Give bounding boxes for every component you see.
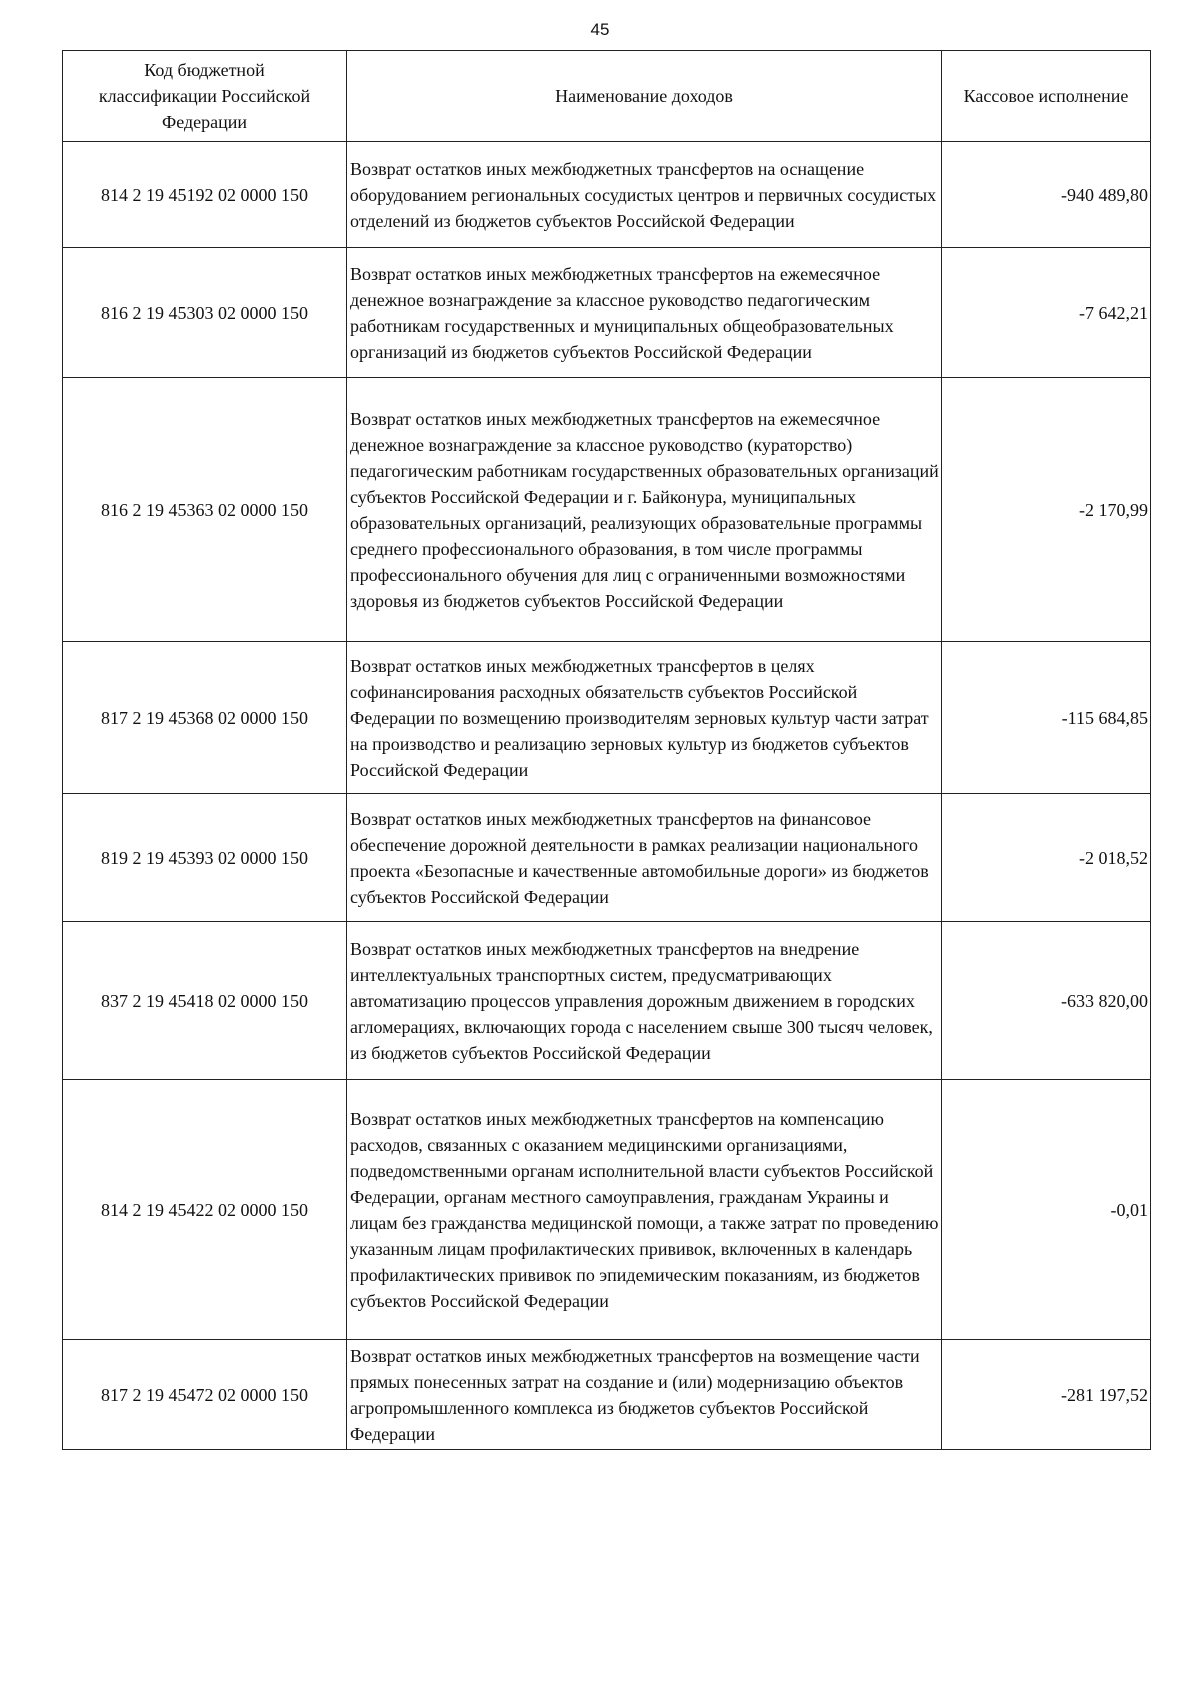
row-code: 814 2 19 45422 02 0000 150	[63, 1080, 347, 1340]
row-amount: -633 820,00	[942, 922, 1151, 1080]
table-row	[63, 1080, 1151, 1340]
row-code: 817 2 19 45368 02 0000 150	[63, 642, 347, 794]
row-amount: -0,01	[942, 1080, 1151, 1340]
row-code: 817 2 19 45472 02 0000 150	[63, 1340, 347, 1450]
table-row	[63, 922, 1151, 1080]
table-row	[63, 642, 1151, 794]
row-name: Возврат остатков иных межбюджетных трансфертов на ежемесячное денежное вознаграждение за классное руководство (кураторство) педагогическим работникам государственных образовательных организаций субъектов Российской Федерации и г. Байконура, муниципальных образовательных организаций, реализующих образовательные программы среднего профессионального образования, в том числе программы профессионального обучения для лиц с ограниченными возможностями здоровья из бюджетов субъектов Российской Федерации	[347, 378, 942, 642]
budget-revenue-table	[62, 50, 1151, 1450]
row-code: 816 2 19 45303 02 0000 150	[63, 248, 347, 378]
row-name: Возврат остатков иных межбюджетных трансфертов в целях софинансирования расходных обязательств субъектов Российской Федерации по возмещению производителям зерновых культур части затрат на производство и реализацию зерновых культур из бюджетов субъектов Российской Федерации	[347, 642, 942, 794]
page-number: 45	[590, 20, 610, 39]
table-row	[63, 248, 1151, 378]
table-row	[63, 378, 1151, 642]
row-name: Возврат остатков иных межбюджетных трансфертов на оснащение оборудованием региональных сосудистых центров и первичных сосудистых отделений из бюджетов субъектов Российской Федерации	[347, 142, 942, 248]
row-amount: -115 684,85	[942, 642, 1151, 794]
row-amount: -940 489,80	[942, 142, 1151, 248]
table-header-row	[63, 51, 1151, 142]
row-code: 819 2 19 45393 02 0000 150	[63, 794, 347, 922]
row-code: 814 2 19 45192 02 0000 150	[63, 142, 347, 248]
header-name: Наименование доходов	[347, 51, 942, 142]
table-row	[63, 142, 1151, 248]
row-name: Возврат остатков иных межбюджетных трансфертов на возмещение части прямых понесенных затрат на создание и (или) модернизацию объектов агропромышленного комплекса из бюджетов субъектов Российской Федерации	[347, 1340, 942, 1450]
row-name: Возврат остатков иных межбюджетных трансфертов на ежемесячное денежное вознаграждение за классное руководство педагогическим работникам государственных и муниципальных общеобразовательных организаций из бюджетов субъектов Российской Федерации	[347, 248, 942, 378]
row-name: Возврат остатков иных межбюджетных трансфертов на внедрение интеллектуальных транспортных систем, предусматривающих автоматизацию процессов управления дорожным движением в городских агломерациях, включающих города с населением свыше 300 тысяч человек, из бюджетов субъектов Российской Федерации	[347, 922, 942, 1080]
row-amount: -2 170,99	[942, 378, 1151, 642]
table-row	[63, 1340, 1151, 1450]
row-name: Возврат остатков иных межбюджетных трансфертов на компенсацию расходов, связанных с оказанием медицинскими организациями, подведомственными органам исполнительной власти субъектов Российской Федерации, органам местного самоуправления, гражданам Украины и лицам без гражданства медицинской помощи, а также затрат по проведению указанным лицам профилактических прививок, включенных в календарь профилактических прививок по эпидемическим показаниям, из бюджетов субъектов Российской Федерации	[347, 1080, 942, 1340]
row-amount: -281 197,52	[942, 1340, 1151, 1450]
row-code: 837 2 19 45418 02 0000 150	[63, 922, 347, 1080]
header-amount: Кассовое исполнение	[942, 51, 1151, 142]
row-amount: -7 642,21	[942, 248, 1151, 378]
header-code: Код бюджетной классификации Российской Федерации	[63, 51, 347, 142]
table-row	[63, 794, 1151, 922]
row-amount: -2 018,52	[942, 794, 1151, 922]
row-code: 816 2 19 45363 02 0000 150	[63, 378, 347, 642]
row-name: Возврат остатков иных межбюджетных трансфертов на финансовое обеспечение дорожной деятельности в рамках реализации национального проекта «Безопасные и качественные автомобильные дороги» из бюджетов субъектов Российской Федерации	[347, 794, 942, 922]
